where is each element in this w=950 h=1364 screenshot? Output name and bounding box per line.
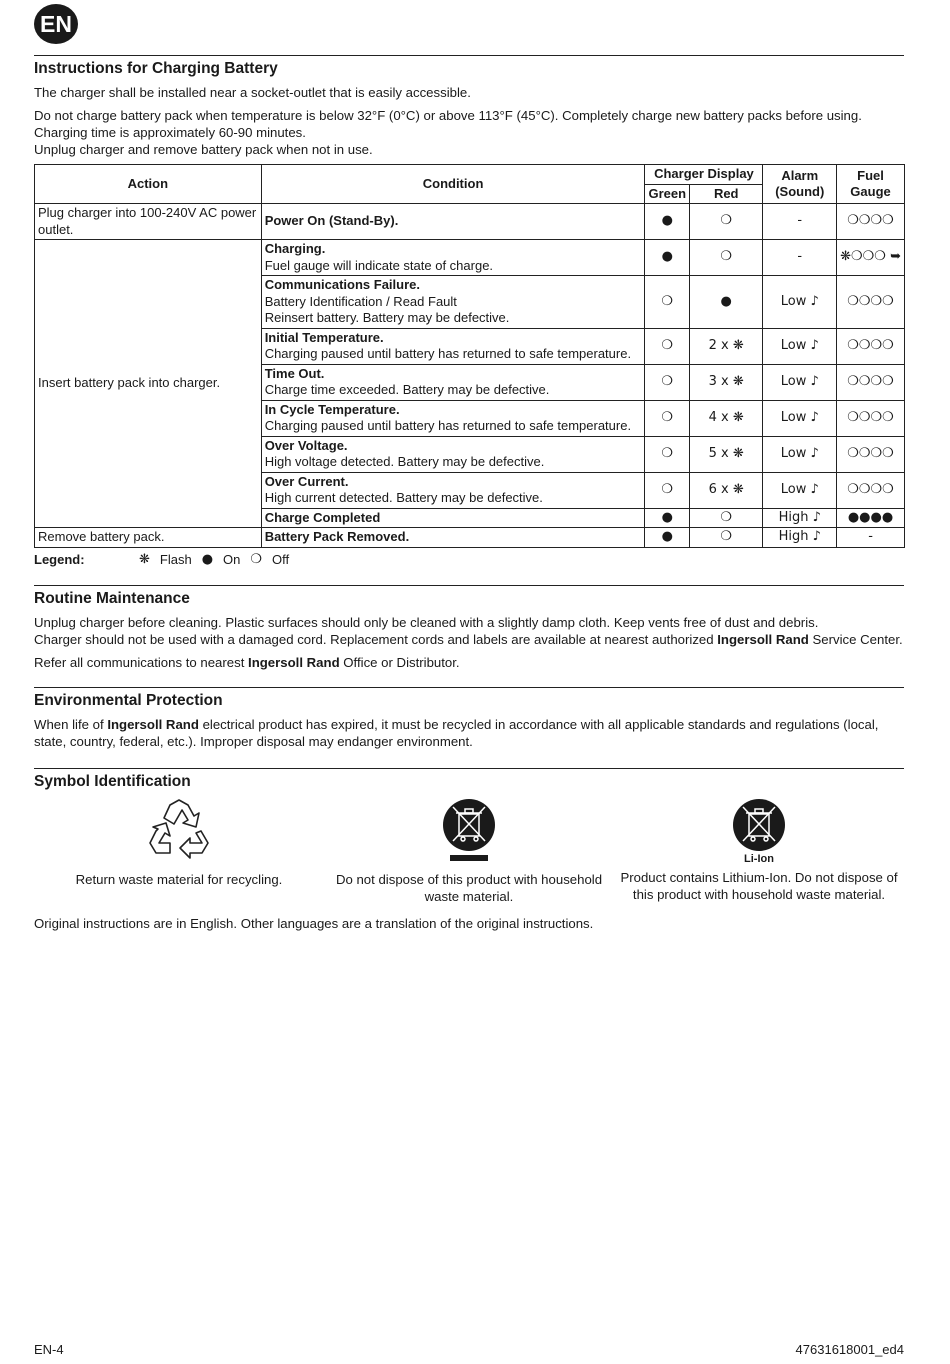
section-title-symbols: Symbol Identification (34, 772, 191, 790)
legend-flash-label: Flash (159, 551, 192, 567)
green-led-cell: ❍ (645, 276, 690, 329)
symbol-recycle (34, 797, 324, 905)
fuel-gauge-cell: ❋❍❍❍ ➥ (837, 240, 905, 276)
flash-icon: ❋ (139, 551, 150, 567)
condition-title: Communications Failure. (264, 277, 420, 292)
paragraph-cleaning (34, 614, 904, 648)
page-content (34, 55, 904, 938)
green-led-cell: ● (645, 508, 690, 528)
condition-cell (261, 276, 645, 329)
condition-cell (261, 528, 645, 548)
alarm-cell: High ♪ (763, 508, 837, 528)
red-led-cell: ❍ (690, 240, 763, 276)
alarm-cell: Low ♪ (763, 436, 837, 472)
environment-section (34, 687, 904, 750)
condition-title: Over Voltage. (264, 437, 348, 453)
condition-detail: High voltage detected. Battery may be defective. (264, 454, 545, 469)
maintenance-section (34, 585, 904, 671)
condition-detail: Battery Identification / Read Fault (264, 293, 457, 309)
table-body (35, 204, 905, 548)
condition-detail: Charging paused until battery has returned to safe temperature. (264, 346, 632, 361)
paragraph-outlet: The charger shall be installed near a socket-outlet that is easily accessible. (34, 85, 471, 100)
header-alarm: Alarm (Sound) (763, 165, 837, 204)
alarm-cell: Low ♪ (763, 364, 837, 400)
on-dot-icon: ● (201, 551, 214, 567)
condition-detail: Reinsert battery. Battery may be defective. (264, 310, 510, 325)
li-ion-badge: Li-Ion (744, 852, 774, 865)
alarm-cell: High ♪ (763, 528, 837, 548)
condition-cell (261, 436, 645, 472)
condition-title: Charge Completed (264, 509, 381, 525)
env-text-end: electrical product has expired, it must be recycled in accordance with all applicable standards and regulations (local, state, country, federal, etc.). Improper disposal may endanger environment. (34, 716, 879, 749)
green-led-cell: ❍ (645, 436, 690, 472)
green-led-cell: ❍ (645, 472, 690, 508)
charging-status-table (34, 164, 905, 548)
header-charger-display: Charger Display (645, 165, 763, 185)
off-circle-icon: ❍ (250, 551, 263, 567)
fuel-gauge-cell: ❍❍❍❍ (837, 364, 905, 400)
green-led-cell: ❍ (645, 364, 690, 400)
symbol-weee-li-ion (614, 797, 904, 905)
red-led-cell: ❍ (690, 508, 763, 528)
cord-text-end: Service Center. (808, 631, 903, 647)
condition-title: Time Out. (264, 365, 325, 381)
footer-page-number: EN-4 (34, 1342, 64, 1357)
comm-text-end: Office or Distributor. (339, 654, 460, 670)
red-led-cell: 6 x ❋ (690, 472, 763, 508)
brand-name: Ingersoll Rand (107, 716, 199, 732)
red-led-cell: ● (690, 276, 763, 329)
red-led-cell: 2 x ❋ (690, 328, 763, 364)
condition-cell (261, 240, 645, 276)
condition-title: Initial Temperature. (264, 329, 384, 345)
action-cell: Remove battery pack. (35, 528, 262, 548)
cord-text: Charger should not be used with a damaged cord. Replacement cords and labels are available at nearest authorized (34, 631, 718, 647)
paragraph-communications (34, 654, 904, 671)
symbol-list (34, 797, 904, 905)
green-led-cell: ● (645, 528, 690, 548)
fuel-gauge-cell: ●●●● (837, 508, 905, 528)
weee-bin-icon (439, 797, 499, 863)
charging-section (34, 55, 904, 567)
condition-title: In Cycle Temperature. (264, 401, 400, 417)
symbol-caption: Do not dispose of this product with household waste material. (335, 871, 603, 904)
red-led-cell: ❍ (690, 528, 763, 548)
green-led-cell: ❍ (645, 328, 690, 364)
symbol-caption: Product contains Lithium-Ion. Do not dispose of this product with household waste material. (620, 869, 898, 902)
action-cell: Insert battery pack into charger. (35, 240, 262, 528)
header-green: Green (645, 184, 690, 204)
fuel-gauge-cell: ❍❍❍❍ (837, 400, 905, 436)
green-led-cell: ❍ (645, 400, 690, 436)
fuel-gauge-cell: ❍❍❍❍ (837, 436, 905, 472)
condition-cell (261, 364, 645, 400)
condition-title: Over Current. (264, 473, 349, 489)
language-badge: EN (34, 4, 78, 44)
paragraph-environment (34, 716, 904, 750)
section-title-charging: Instructions for Charging Battery (34, 60, 278, 77)
fuel-gauge-cell: ❍❍❍❍ (837, 276, 905, 329)
green-led-cell: ● (645, 240, 690, 276)
alarm-cell: Low ♪ (763, 276, 837, 329)
condition-cell (261, 472, 645, 508)
alarm-cell: - (763, 240, 837, 276)
table-row (35, 204, 905, 240)
brand-name: Ingersoll Rand (717, 631, 809, 647)
legend-label: Legend: (34, 551, 85, 567)
red-led-cell: 4 x ❋ (690, 400, 763, 436)
red-led-cell: 5 x ❋ (690, 436, 763, 472)
condition-cell (261, 400, 645, 436)
condition-cell (261, 204, 645, 240)
table-row (35, 240, 905, 276)
comm-text: Refer all communications to nearest (34, 654, 249, 670)
section-title-maintenance: Routine Maintenance (34, 589, 190, 607)
section-title-environment: Environmental Protection (34, 691, 223, 709)
red-led-cell: 3 x ❋ (690, 364, 763, 400)
recycle-icon (144, 797, 214, 861)
closing-note: Original instructions are in English. Other languages are a translation of the original instructions. (34, 915, 594, 931)
brand-name: Ingersoll Rand (248, 654, 340, 670)
header-action: Action (35, 165, 262, 204)
condition-detail: Fuel gauge will indicate state of charge. (264, 257, 494, 273)
legend (34, 552, 904, 567)
fuel-gauge-cell: ❍❍❍❍ (837, 328, 905, 364)
env-text: When life of (34, 716, 108, 732)
symbols-section (34, 768, 904, 905)
footer-doc-id: 47631618001_ed4 (795, 1342, 904, 1357)
red-led-cell: ❍ (690, 204, 763, 240)
symbol-weee (324, 797, 614, 905)
header-fuel-gauge: Fuel Gauge (837, 165, 905, 204)
green-led-cell: ● (645, 204, 690, 240)
header-red: Red (690, 184, 763, 204)
condition-detail: Charging paused until battery has returned to safe temperature. (264, 418, 632, 433)
cleaning-text: Unplug charger before cleaning. Plastic surfaces should only be cleaned with a slightly damp cloth. Keep vents free of dust and debris. (34, 614, 819, 630)
condition-cell (261, 508, 645, 528)
header-condition: Condition (261, 165, 645, 204)
alarm-cell: Low ♪ (763, 400, 837, 436)
condition-title: Charging. (264, 241, 326, 256)
table-row (35, 528, 905, 548)
action-cell: Plug charger into 100-240V AC power outlet. (35, 204, 262, 240)
condition-title: Battery Pack Removed. (264, 529, 410, 544)
weee-li-ion-icon (729, 797, 789, 853)
condition-detail: Charge time exceeded. Battery may be defective. (264, 382, 550, 397)
fuel-gauge-cell: - (837, 528, 905, 548)
legend-off-label: Off (272, 551, 290, 567)
symbol-caption: Return waste material for recycling. (75, 871, 283, 887)
condition-title: Power On (Stand-By). (264, 213, 399, 229)
alarm-cell: Low ♪ (763, 328, 837, 364)
charging-note: Do not charge battery pack when temperature is below 32°F (0°C) or above 113°F (45°C). Completely charge new battery packs before using. (34, 108, 862, 123)
paragraph-charging-notes (34, 107, 904, 158)
condition-detail: High current detected. Battery may be defective. (264, 490, 543, 505)
alarm-cell: Low ♪ (763, 472, 837, 508)
alarm-cell: - (763, 204, 837, 240)
charging-note: Charging time is approximately 60-90 minutes. (34, 125, 306, 140)
condition-cell (261, 328, 645, 364)
fuel-gauge-cell: ❍❍❍❍ (837, 472, 905, 508)
charging-note: Unplug charger and remove battery pack when not in use. (34, 142, 373, 157)
legend-on-label: On (223, 551, 241, 567)
fuel-gauge-cell: ❍❍❍❍ (837, 204, 905, 240)
